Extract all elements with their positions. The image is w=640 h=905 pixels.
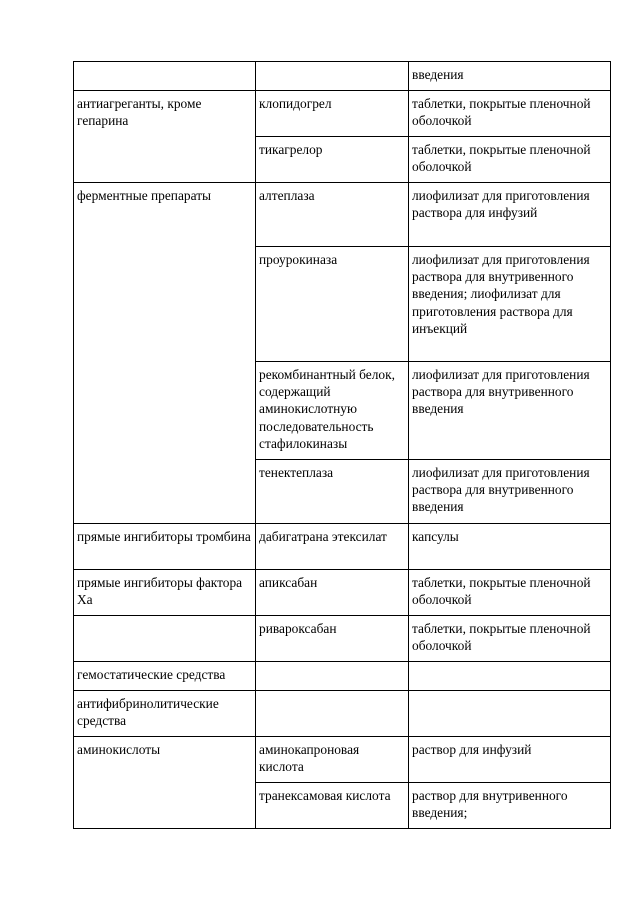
table-row <box>74 247 611 362</box>
group-cell <box>74 783 256 829</box>
form-cell: введения <box>409 62 611 91</box>
form-cell: таблетки, покрытые пленочной оболочкой <box>409 137 611 183</box>
table-row <box>74 783 611 829</box>
drug-cell: ривароксабан <box>256 616 409 662</box>
form-cell: таблетки, покрытые пленочной оболочкой <box>409 91 611 137</box>
drug-cell: алтеплаза <box>256 183 409 247</box>
group-cell <box>74 460 256 524</box>
table-row <box>74 460 611 524</box>
group-cell <box>74 616 256 662</box>
group-cell <box>74 62 256 91</box>
drug-cell: апиксабан <box>256 570 409 616</box>
table-row <box>74 91 611 137</box>
group-cell: аминокислоты <box>74 737 256 783</box>
form-cell <box>409 691 611 737</box>
form-cell: лиофилизат для приготовления раствора для инфузий <box>409 183 611 247</box>
group-cell: ферментные препараты <box>74 183 256 247</box>
group-cell <box>74 137 256 183</box>
group-cell: гемостатические средства <box>74 662 256 691</box>
table-row <box>74 183 611 247</box>
drug-table <box>73 61 611 829</box>
table-row <box>74 137 611 183</box>
drug-cell <box>256 662 409 691</box>
group-cell: антиагреганты, кроме гепарина <box>74 91 256 137</box>
drug-cell <box>256 691 409 737</box>
table-row <box>74 362 611 460</box>
form-cell: лиофилизат для приготовления раствора для внутривенного введения; лиофилизат для приготовления раствора для инъекций <box>409 247 611 362</box>
table-row <box>74 524 611 570</box>
table-row <box>74 737 611 783</box>
drug-cell: тикагрелор <box>256 137 409 183</box>
form-cell: лиофилизат для приготовления раствора для внутривенного введения <box>409 362 611 460</box>
drug-cell: аминокапроновая кислота <box>256 737 409 783</box>
form-cell: раствор для внутривенного введения; <box>409 783 611 829</box>
drug-cell: рекомбинантный белок, содержащий аминокислотную последовательность стафилокиназы <box>256 362 409 460</box>
form-cell: раствор для инфузий <box>409 737 611 783</box>
drug-cell: тенектеплаза <box>256 460 409 524</box>
group-cell <box>74 247 256 362</box>
drug-cell <box>256 62 409 91</box>
drug-cell: проурокиназа <box>256 247 409 362</box>
table-row <box>74 570 611 616</box>
group-cell: прямые ингибиторы фактора Xa <box>74 570 256 616</box>
group-cell: прямые ингибиторы тромбина <box>74 524 256 570</box>
table-row <box>74 616 611 662</box>
group-cell <box>74 362 256 460</box>
table-row <box>74 62 611 91</box>
group-cell: антифибринолитические средства <box>74 691 256 737</box>
drug-cell: дабигатрана этексилат <box>256 524 409 570</box>
form-cell: таблетки, покрытые пленочной оболочкой <box>409 616 611 662</box>
form-cell: капсулы <box>409 524 611 570</box>
form-cell <box>409 662 611 691</box>
form-cell: лиофилизат для приготовления раствора для внутривенного введения <box>409 460 611 524</box>
table-row <box>74 662 611 691</box>
drug-cell: транексамовая кислота <box>256 783 409 829</box>
table-row <box>74 691 611 737</box>
form-cell: таблетки, покрытые пленочной оболочкой <box>409 570 611 616</box>
drug-cell: клопидогрел <box>256 91 409 137</box>
